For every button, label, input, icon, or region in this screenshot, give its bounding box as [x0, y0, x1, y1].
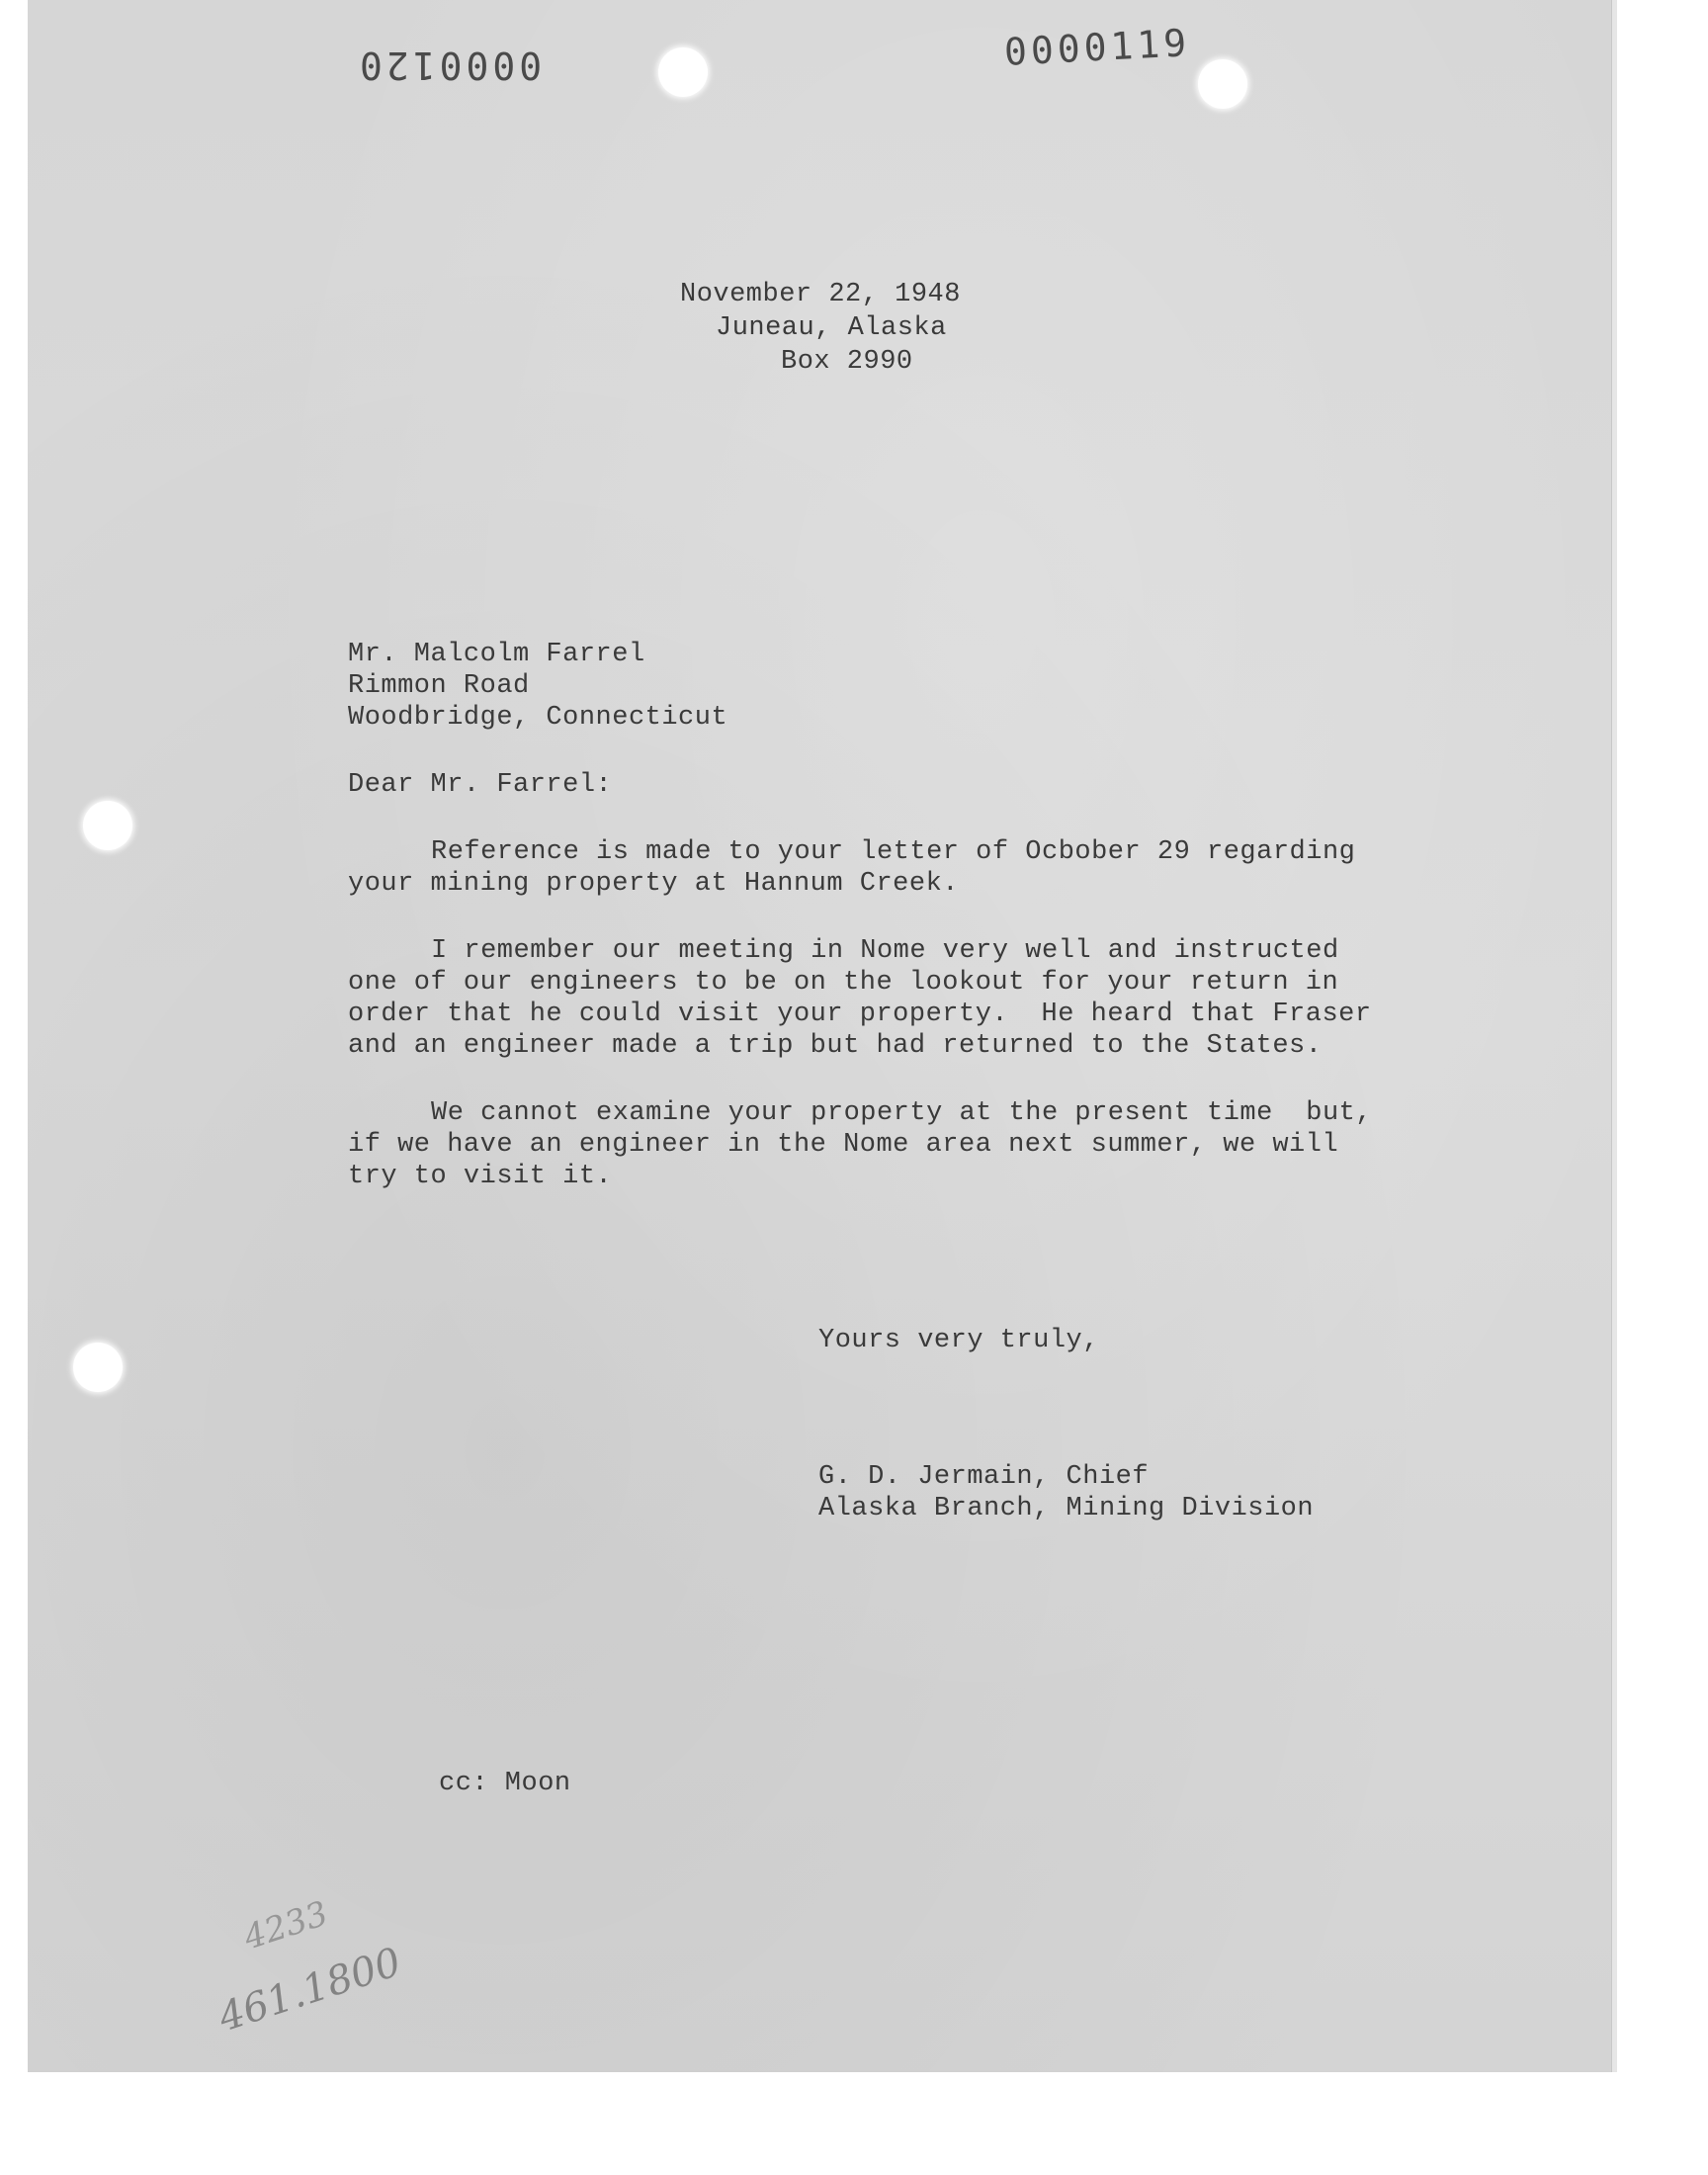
- salutation: Dear Mr. Farrel:: [348, 770, 613, 800]
- punch-hole-left-lower: [73, 1343, 123, 1392]
- paragraph-2-line-4: and an engineer made a trip but had returned to the States.: [348, 1031, 1323, 1061]
- page-edge: [1611, 0, 1617, 2072]
- paragraph-1-line-2: your mining property at Hannum Creek.: [348, 869, 959, 899]
- paragraph-3-line-1: We cannot examine your property at the present time but,: [431, 1098, 1373, 1128]
- handwritten-number-top: 4233: [238, 1893, 333, 1958]
- punch-hole-left-upper: [83, 801, 132, 850]
- paragraph-2-line-2: one of our engineers to be on the lookout for your return in: [348, 968, 1339, 998]
- paragraph-1-line-1: Reference is made to your letter of Ocbober 29 regarding: [431, 837, 1356, 867]
- paragraph-2-line-1: I remember our meeting in Nome very well and instructed: [431, 936, 1339, 966]
- recipient-city: Woodbridge, Connecticut: [348, 703, 728, 733]
- paragraph-2-line-3: order that he could visit your property. He heard that Fraser: [348, 1000, 1372, 1029]
- scanned-page: [28, 0, 1617, 2072]
- punch-hole-top-right: [1198, 59, 1247, 109]
- document-number-left: 0000120: [356, 44, 543, 87]
- document-number-right: 0000119: [1002, 21, 1192, 74]
- letter-box: Box 2990: [781, 347, 913, 377]
- letter-city: Juneau, Alaska: [716, 313, 947, 343]
- signature-name-title: G. D. Jermain, Chief: [818, 1462, 1150, 1492]
- recipient-street: Rimmon Road: [348, 671, 530, 701]
- paragraph-3-line-3: try to visit it.: [348, 1162, 613, 1191]
- letter-date: November 22, 1948: [680, 280, 961, 309]
- recipient-name: Mr. Malcolm Farrel: [348, 640, 645, 669]
- paragraph-3-line-2: if we have an engineer in the Nome area next summer, we will: [348, 1130, 1339, 1160]
- punch-hole-top-center: [658, 47, 708, 97]
- closing: Yours very truly,: [818, 1326, 1099, 1355]
- handwritten-number-bottom: 461.1800: [213, 1939, 407, 2042]
- cc-line: cc: Moon: [439, 1769, 571, 1798]
- signature-organization: Alaska Branch, Mining Division: [818, 1494, 1315, 1523]
